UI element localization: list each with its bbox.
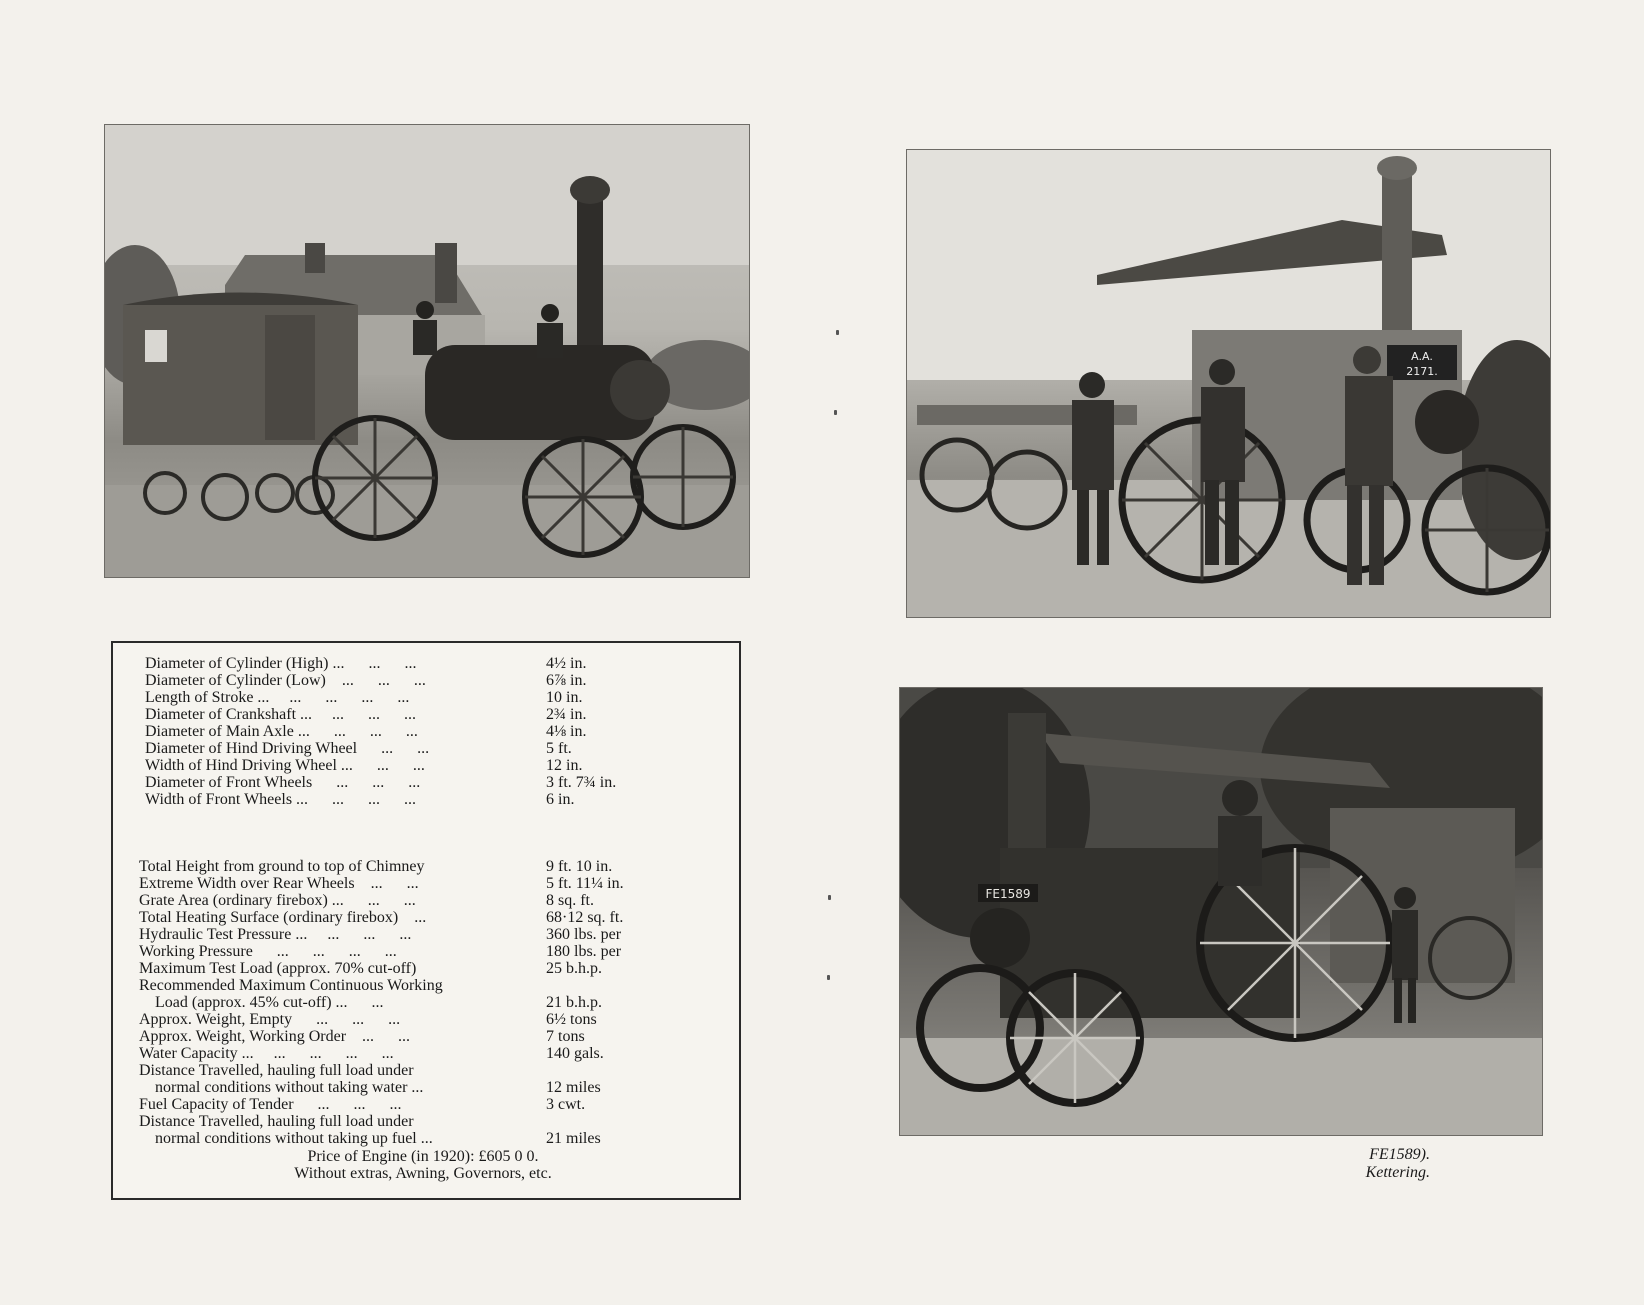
spec-label: Distance Travelled, hauling full load under xyxy=(139,1113,414,1130)
spec-label: Fuel Capacity of Tender ... ... ... xyxy=(139,1096,402,1113)
extras-note: Without extras, Awning, Governors, etc. xyxy=(294,1165,552,1182)
spec-label: Working Pressure ... ... ... ... xyxy=(139,943,397,960)
registration-plate-line2: 2171. xyxy=(1406,365,1438,378)
spec-value: 2¾ in. xyxy=(546,706,587,723)
spec-label: Grate Area (ordinary firebox) ... ... ... xyxy=(139,892,416,909)
photo-caption xyxy=(1300,1146,1430,1182)
spec-label: Load (approx. 45% cut-off) ... ... xyxy=(139,994,384,1011)
photo-engine-fe1589-illustration xyxy=(900,688,1542,1135)
spec-value: 3 cwt. xyxy=(546,1096,586,1113)
spec-value: 360 lbs. per xyxy=(546,926,622,943)
photo-engine-fe1589 xyxy=(899,687,1543,1136)
spec-label: Total Height from ground to top of Chimney xyxy=(139,858,425,875)
spec-label: Diameter of Hind Driving Wheel ... ... xyxy=(145,740,430,757)
spec-label: Diameter of Front Wheels ... ... ... xyxy=(145,774,421,791)
spec-value: 5 ft. xyxy=(546,740,572,757)
specification-table xyxy=(111,641,741,1200)
spec-value: 7 tons xyxy=(546,1028,585,1045)
spec-value: 12 in. xyxy=(546,757,583,774)
caption-line-2: Kettering. xyxy=(1365,1164,1430,1181)
spec-label: Water Capacity ... ... ... ... ... xyxy=(139,1045,394,1062)
spec-label: Approx. Weight, Empty ... ... ... xyxy=(139,1011,401,1028)
spec-label: Hydraulic Test Pressure ... ... ... ... xyxy=(139,926,412,943)
spec-value: 8 sq. ft. xyxy=(546,892,594,909)
spec-label: Diameter of Crankshaft ... ... ... ... xyxy=(145,706,417,723)
caption-line-1: FE1589). xyxy=(1369,1146,1430,1163)
spec-label: Diameter of Main Axle ... ... ... ... xyxy=(145,723,418,740)
spec-label: Approx. Weight, Working Order ... ... xyxy=(139,1028,411,1045)
paper-speck xyxy=(827,975,830,980)
spec-label: Total Heating Surface (ordinary firebox) ... xyxy=(139,909,427,926)
spec-value: 12 miles xyxy=(546,1079,601,1096)
spec-label: Recommended Maximum Continuous Working xyxy=(139,977,443,994)
spec-label: normal conditions without taking water ... xyxy=(139,1079,424,1096)
spec-value: 140 gals. xyxy=(546,1045,604,1062)
spec-value: 25 b.h.p. xyxy=(546,960,602,977)
spec-value: 21 miles xyxy=(546,1130,601,1147)
spec-value: 6½ tons xyxy=(546,1011,597,1028)
spec-value: 6 in. xyxy=(546,791,575,808)
spec-value: 6⅞ in. xyxy=(546,672,587,689)
spec-label: Length of Stroke ... ... ... ... ... xyxy=(145,689,410,706)
paper-speck xyxy=(834,410,837,415)
price-of-engine: Price of Engine (in 1920): £605 0 0. xyxy=(307,1148,539,1165)
spec-value: 3 ft. 7¾ in. xyxy=(546,774,617,791)
spec-value: 4⅛ in. xyxy=(546,723,587,740)
spec-label: Width of Hind Driving Wheel ... ... ... xyxy=(145,757,425,774)
spec-label: Distance Travelled, hauling full load under xyxy=(139,1062,414,1079)
spec-label: Width of Front Wheels ... ... ... ... xyxy=(145,791,417,808)
registration-plate-line1: A.A. xyxy=(1411,350,1433,363)
spec-label: Diameter of Cylinder (Low) ... ... ... xyxy=(145,672,426,689)
photo-engine-with-crew xyxy=(906,149,1551,618)
spec-value: 4½ in. xyxy=(546,655,587,672)
spec-value: 5 ft. 11¼ in. xyxy=(546,875,624,892)
photo-engine-with-living-van-illustration xyxy=(105,125,749,577)
spec-value: 68·12 sq. ft. xyxy=(546,909,624,926)
spec-label: Maximum Test Load (approx. 70% cut-off) xyxy=(139,960,417,977)
spec-label: Extreme Width over Rear Wheels ... ... xyxy=(139,875,419,892)
photo-engine-with-living-van xyxy=(104,124,750,578)
paper-speck xyxy=(836,330,839,335)
photo-engine-with-crew-illustration xyxy=(907,150,1550,617)
registration-plate: FE1589 xyxy=(985,887,1031,901)
spec-value: 21 b.h.p. xyxy=(546,994,602,1011)
spec-value: 9 ft. 10 in. xyxy=(546,858,613,875)
spec-value: 10 in. xyxy=(546,689,583,706)
spec-value: 180 lbs. per xyxy=(546,943,622,960)
spec-label: normal conditions without taking up fuel ... xyxy=(139,1130,433,1147)
spec-label: Diameter of Cylinder (High) ... ... ... xyxy=(145,655,417,672)
paper-speck xyxy=(828,895,831,900)
